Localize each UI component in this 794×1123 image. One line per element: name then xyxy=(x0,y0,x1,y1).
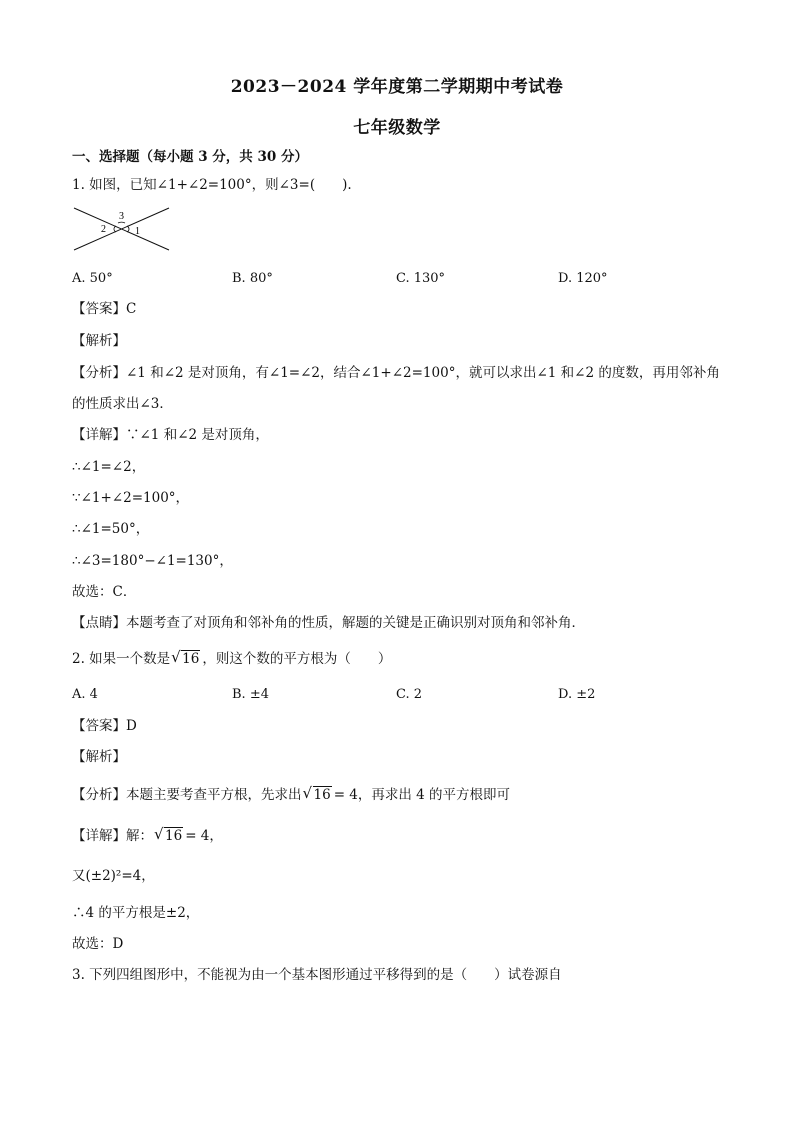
q2-therefore-line: ∴4 的平方根是±2， xyxy=(72,905,200,921)
q2-option-b: B. ±4 xyxy=(232,687,269,702)
page-subtitle: 七年级数学 xyxy=(353,118,441,138)
radicand: 16 xyxy=(182,651,200,667)
q1-analysis-tag: 【解析】 xyxy=(72,333,126,349)
q1-fenxi-line2: 的性质求出∠3． xyxy=(72,396,173,412)
q2-choice: 故选：D xyxy=(72,936,124,952)
angle-label-2: 2 xyxy=(101,224,106,235)
section-heading: 一、选择题（每小题 3 分，共 30 分） xyxy=(72,149,308,165)
page-title: 2023－2024 学年度第二学期期中考试卷 xyxy=(230,77,564,97)
q2-fenxi-post: ，再求出 4 的平方根即可 xyxy=(357,787,511,803)
q2-detail xyxy=(72,827,223,845)
q1-detail-line: ∴∠3=180°−∠1=130°， xyxy=(72,553,233,569)
q1-option-c: C. 130° xyxy=(396,271,446,286)
sqrt-symbol xyxy=(172,650,200,668)
angle-label-3: 3 xyxy=(119,211,124,222)
q2-detail-post: = 4， xyxy=(185,828,223,844)
q1-option-b: B. 80° xyxy=(232,271,273,286)
q2-detail-pre: 【详解】解： xyxy=(72,828,153,844)
q1-detail-line: ∴∠1=∠2， xyxy=(72,459,146,475)
q1-detail-line: 【详解】∵∠1 和∠2 是对顶角， xyxy=(72,427,269,443)
q2-stem xyxy=(72,650,391,668)
q1-detail-line: ∵∠1+∠2=100°， xyxy=(72,490,190,506)
q1-option-d: D. 120° xyxy=(558,271,608,286)
sqrt-symbol xyxy=(155,827,183,845)
q3-stem: 3. 下列四组图形中，不能视为由一个基本图形通过平移得到的是（ ）试卷源自 xyxy=(72,967,562,983)
radicand: 16 xyxy=(313,787,331,803)
q2-option-a: A. 4 xyxy=(72,687,98,702)
q1-detail-line: 故选：C． xyxy=(72,584,137,600)
q2-you-line: 又(±2)²=4， xyxy=(72,868,155,884)
angle-label-1: 1 xyxy=(135,226,140,237)
q1-fenxi-line1: 【分析】∠1 和∠2 是对顶角，有∠1=∠2，结合∠1+∠2=100°，就可以求出∠1 和∠2 的度数，再用邻补角 xyxy=(72,365,720,381)
q2-fenxi-mid: = 4 xyxy=(333,787,358,803)
radicand: 16 xyxy=(165,828,183,844)
q1-answer: 【答案】C xyxy=(72,301,137,317)
q1-figure-intersecting-lines xyxy=(72,204,172,254)
q1-detail-line: ∴∠1=50°， xyxy=(72,521,150,537)
q2-answer: 【答案】D xyxy=(72,718,137,734)
q1-dianjing: 【点睛】本题考查了对顶角和邻补角的性质，解题的关键是正确识别对顶角和邻补角． xyxy=(72,615,585,631)
sqrt-symbol xyxy=(304,786,332,804)
q2-fenxi xyxy=(72,786,510,804)
q2-option-d: D. ±2 xyxy=(558,687,596,702)
q2-option-c: C. 2 xyxy=(396,687,423,702)
q2-analysis-tag: 【解析】 xyxy=(72,749,126,765)
q2-fenxi-pre: 【分析】本题主要考查平方根，先求出 xyxy=(72,787,302,803)
q2-stem-post: ，则这个数的平方根为（ ） xyxy=(202,651,392,667)
q2-stem-pre: 2. 如果一个数是 xyxy=(72,651,171,667)
q1-option-a: A. 50° xyxy=(72,271,113,286)
q1-stem: 1. 如图，已知∠1+∠2=100°，则∠3=( ). xyxy=(72,177,352,193)
